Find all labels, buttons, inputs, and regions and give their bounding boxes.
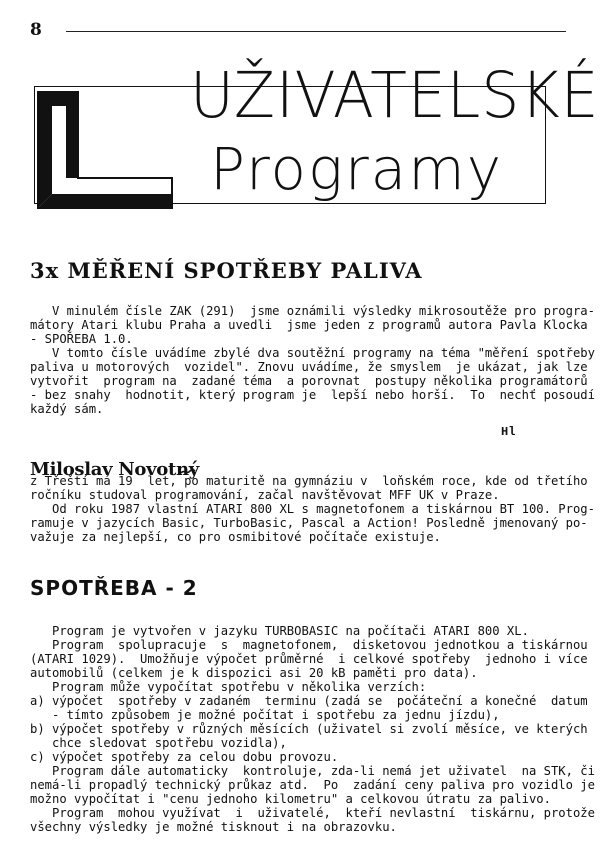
text-line: važuje za nejlepší, co pro osmibitové počítače existuje.: [30, 530, 441, 544]
text-line: - tímto způsobem je možné počítat i spotřebu za jednu jízdu),: [30, 708, 500, 722]
author-bio: [30, 474, 595, 544]
text-line: - bez snahy hodnotit, který program je lepší nebo horší. To nechť posoudí: [30, 388, 595, 402]
header-rule: [66, 31, 566, 32]
list-item: b) výpočet spotřeby v různých měsících (uživatel si zvolí měsíce, ve kterých: [30, 722, 588, 736]
text-line: ročníku studoval programování, začal navštěvovat MFF UK v Praze.: [30, 488, 500, 502]
text-line: Program spolupracuje s magnetofonem, disketovou jednotkou a tiskárnou: [30, 638, 588, 652]
author-name: Miloslav Novotný: [30, 459, 199, 480]
text-line: paliva u motorových vozidel". Znovu uvádíme, že smyslem je ukázat, jak lze: [30, 360, 588, 374]
text-line: chce sledovat spotřebu vozidla),: [30, 736, 287, 750]
intro-paragraph: [30, 304, 595, 416]
page-number: 8: [30, 20, 42, 40]
text-line: Program mohou využívat i uživatelé, kteří nevlastní tiskárnu, protože: [30, 806, 595, 820]
program-title: SPOTŘEBA - 2: [30, 576, 198, 600]
text-line: Program dále automaticky kontroluje, zda-li nemá jet uživatel na STK, či: [30, 764, 595, 778]
text-line: Program je vytvořen v jazyku TURBOBASIC na počítači ATARI 800 XL.: [30, 624, 529, 638]
text-line: - SPOŘEBA 1.0.: [30, 332, 133, 346]
list-item: c) výpočet spotřeby za celou dobu provozu.: [30, 750, 339, 764]
program-description: [30, 624, 595, 834]
text-line: z Třeští má 19 let, po maturitě na gymnáziu v loňském roce, kde od třetího: [30, 474, 588, 488]
section-banner-title: UŽIVATELSKÉ: [190, 59, 600, 133]
text-line: ramuje v jazycích Basic, TurboBasic, Pascal a Action! Posledně jmenovaný po-: [30, 516, 588, 530]
section-banner-subtitle: Programy: [210, 135, 504, 203]
text-line: Program může vypočítat spotřebu v několika verzích:: [30, 680, 427, 694]
author-signature: Hl: [501, 425, 516, 439]
text-line: Od roku 1987 vlastní ATARI 800 XL s magnetofonem a tiskárnou BT 100. Prog-: [30, 502, 595, 516]
section-logo-icon: [30, 86, 180, 214]
text-line: V tomto čísle uvádíme zbylé dva soutěžní programy na téma "měření spotřeby: [30, 346, 595, 360]
text-line: vytvořit program na zadané téma a porovnat postupy několika programátorů: [30, 374, 588, 388]
text-line: V minulém čísle ZAK (291) jsme oznámili výsledky mikrosoutěže pro progra-: [30, 304, 595, 318]
text-line: mátory Atari klubu Praha a uvedli jsme jeden z programů autora Pavla Klocka: [30, 318, 588, 332]
text-line: každý sám.: [30, 402, 104, 416]
text-line: automobilů (celkem je k dispozici asi 20 kB paměti pro data).: [30, 666, 478, 680]
text-line: všechny výsledky je možné tisknout i na obrazovku.: [30, 820, 397, 834]
article-title: 3x MĚŘENÍ SPOTŘEBY PALIVA: [30, 258, 423, 283]
text-line: možno vypočítat i "cenu jednoho kilometru" a celkovou útratu za palivo.: [30, 792, 551, 806]
text-line: (ATARI 1029). Umožňuje výpočet průměrné i celkové spotřeby jednoho i více: [30, 652, 588, 666]
list-item: a) výpočet spotřeby v zadaném terminu (zadá se počáteční a konečné datum: [30, 694, 588, 708]
text-line: nemá-li propadlý technický průkaz atd. Po zadání ceny paliva pro vozidlo je: [30, 778, 595, 792]
